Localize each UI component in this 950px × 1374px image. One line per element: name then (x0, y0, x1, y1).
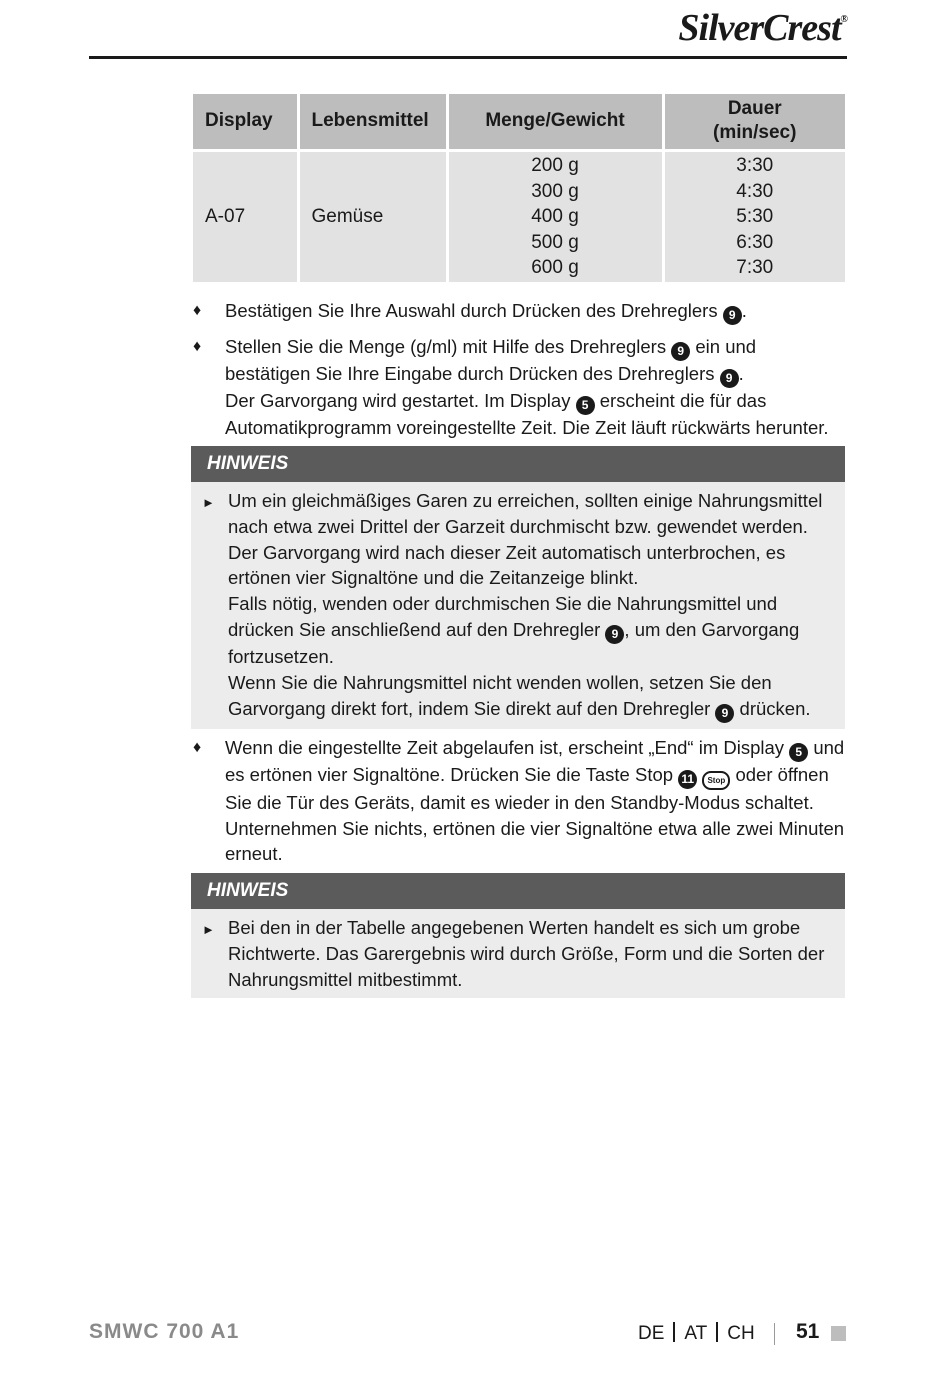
footer-languages (638, 1322, 755, 1345)
table-header-dauer: Dauer (min/sec) (663, 94, 845, 150)
header-rule (89, 56, 847, 59)
instruction-end: ♦ Wenn die eingestellte Zeit abgelaufen ist, erscheint „End“ im Display 5 und es ertönen vier Signaltöne. Drücken Sie die Taste Stop 11 Stop oder öffnen Sie die Tür des Geräts, damit es wieder in den Standby-Modus schaltet. Unternehmen Sie nichts, ertönen die vier Signaltöne etwa alle zwei Minuten erneut. (193, 737, 845, 864)
table-header-menge: Menge/Gewicht (447, 94, 663, 150)
ref-number-icon: 9 (723, 306, 742, 325)
footer-divider (774, 1323, 775, 1345)
instruction-set-amount: ♦ Stellen Sie die Menge (g/ml) mit Hilfe des Drehreglers 9 ein und bestätigen Sie Ihre Eingabe durch Drücken des Drehreglers 9 . Der Garvorgang wird gestartet. Im Display 5 erscheint die für das Automatikprogramm voreingestellte Zeit. Die Zeit läuft rückwärts herunter. (193, 336, 829, 438)
ref-number-icon: 9 (720, 369, 739, 388)
note-paragraph: Um ein gleichmäßiges Garen zu erreichen, sollten einige Nahrungsmittel nach etwa zwei Drittel der Garzeit durchmischt bzw. gewendet werden. (228, 490, 823, 537)
arrow-bullet-icon: ► (202, 495, 215, 510)
stop-button-icon: Stop (702, 771, 730, 790)
note-box-2 (191, 873, 845, 998)
table-header-display: Display (193, 94, 298, 150)
diamond-bullet-icon: ♦ (193, 302, 202, 319)
registered-mark: ® (840, 14, 847, 25)
cooking-table (193, 94, 845, 282)
note-paragraph: Bei den in der Tabelle angegebenen Werten handelt es sich um grobe Richtwerte. Das Garergebnis wird durch Größe, Form und die Sorten der Nahrungsmittel mitbestimmt. (228, 917, 825, 990)
cell-display: A-07 (193, 150, 298, 282)
dauer-value: 4:30 (736, 180, 774, 202)
dauer-value: 3:30 (736, 155, 774, 176)
note-body (191, 909, 845, 998)
table-header-lebensmittel: Lebensmittel (298, 94, 447, 150)
menge-value: 500 g (531, 231, 579, 253)
arrow-bullet-icon: ► (202, 922, 215, 937)
note-paragraph: Der Garvorgang wird nach dieser Zeit automatisch unterbrochen, es ertönen vier Signaltöne und die Zeitanzeige blinkt. (228, 541, 786, 589)
page-number: 51 (796, 1320, 820, 1343)
lang-de: DE (638, 1323, 665, 1344)
note-paragraph: Falls nötig, wenden oder durchmischen Sie die Nahrungsmittel und drücken Sie anschließend auf den Drehregler 9 , um den Garvorgang fortzusetzen. (228, 593, 800, 667)
cell-mengen (447, 150, 663, 282)
menge-value: 600 g (531, 257, 579, 278)
ref-number-icon: 11 (678, 770, 697, 789)
page-marker-square (831, 1326, 846, 1341)
ref-number-icon: 9 (671, 342, 690, 361)
table-row (193, 150, 845, 282)
note-body (191, 482, 845, 729)
table-header-row (193, 94, 845, 150)
lang-ch: CH (727, 1323, 755, 1344)
instruction-confirm: ♦ Bestätigen Sie Ihre Auswahl durch Drücken des Drehreglers 9 . (193, 298, 863, 325)
lang-at: AT (684, 1323, 708, 1344)
ref-number-icon: 9 (715, 704, 734, 723)
ref-number-icon: 9 (605, 625, 624, 644)
note-title: HINWEIS (191, 446, 845, 482)
menge-value: 400 g (531, 206, 579, 227)
note-paragraph: Wenn Sie die Nahrungsmittel nicht wenden wollen, setzen Sie den Garvorgang direkt fort, indem Sie direkt auf den Drehregler 9 drücken. (228, 670, 833, 723)
diamond-bullet-icon: ♦ (193, 338, 202, 355)
note-title: HINWEIS (191, 873, 845, 909)
menge-value: 300 g (531, 180, 579, 202)
dauer-value: 6:30 (736, 231, 774, 253)
cell-dauern (663, 150, 845, 282)
footer-model: SMWC 700 A1 (89, 1320, 240, 1343)
brand-logo: SilverCrest® (678, 7, 847, 49)
dauer-value: 7:30 (736, 257, 774, 278)
diamond-bullet-icon: ♦ (193, 739, 202, 756)
dauer-value: 5:30 (736, 206, 774, 227)
menge-value: 200 g (531, 155, 579, 176)
cell-lebensmittel: Gemüse (298, 150, 447, 282)
ref-number-icon: 5 (789, 743, 808, 762)
ref-number-icon: 5 (576, 396, 595, 415)
note-box-1 (191, 446, 845, 729)
